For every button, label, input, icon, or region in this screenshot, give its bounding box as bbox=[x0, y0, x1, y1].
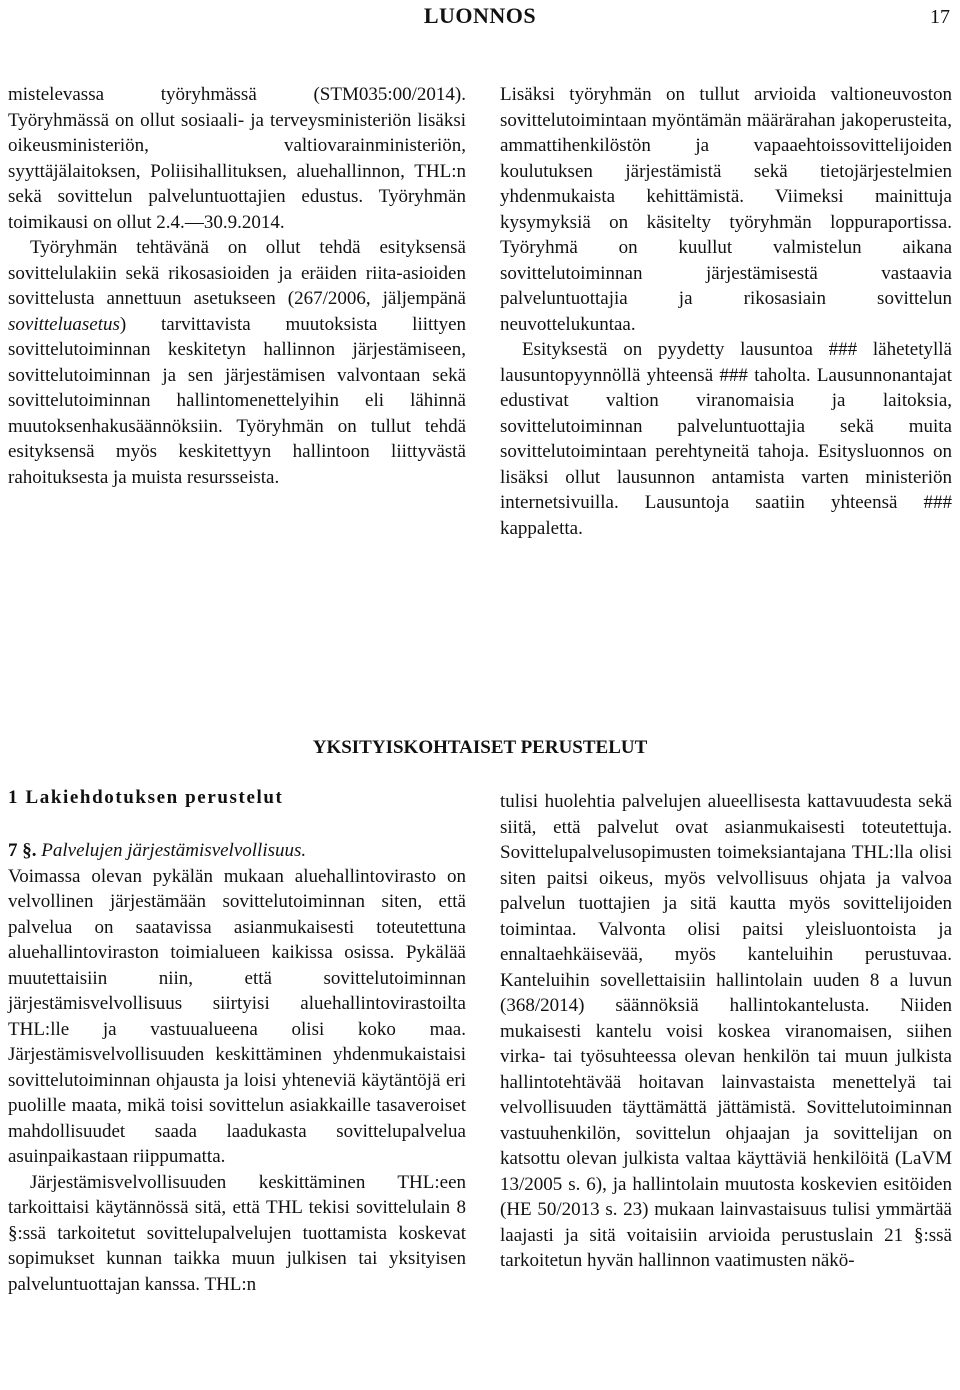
section-heading: YKSITYISKOHTAISET PERUSTELUT bbox=[312, 737, 648, 758]
dash: — bbox=[184, 211, 204, 233]
paragraph-heading bbox=[8, 838, 466, 864]
paragraph-centralisation: Järjestämisvelvollisuuden keskittäminen THL:een tarkoittaisi käytännössä sitä, että THL tekisi sovittelulain 8 §:ssä tarkoitetut sovittelupalvelujen tuottamista koskevat sopimukset kunnan taikka muun julkisen tai yksityisen palveluntuottajan kanssa. THL:n bbox=[8, 1171, 466, 1295]
top-right-column bbox=[500, 82, 952, 541]
paragraph-text: mistelevassa työryhmässä (STM035:00/2014). Työryhmässä on ollut sosiaali- ja terveysministeriön lisäksi oikeusministeriön, valtiovarainministeriön, syyttäjälaitoksen, Poliisihallituksen, aluehallinnon, THL:n sekä sovittelun palveluntuottajien edustus. Työryhmän toimikausi on ollut 2.4. bbox=[8, 84, 466, 233]
section-title: Palvelujen järjestämisvelvollisuus. bbox=[41, 840, 307, 861]
paragraph-working-group-tasks bbox=[8, 235, 466, 490]
bottom-left-column bbox=[8, 838, 466, 1297]
paragraph-text: 30.9.2014. bbox=[203, 211, 285, 233]
paragraph-additional-tasks: Lisäksi työryhmän on tullut arvioida valtioneuvoston sovittelutoimintaan myöntämän määrärahan jakoperusteita, ammattihenkilöstön ja vapaaehtoissovittelijoiden koulutuksen järjestämistä sekä tietojärjestelmien yhdenmukaista kehittämistä. Viimeksi mainittuja kysymyksiä on käsitelty työryhmän loppuraportissa. Työryhmä on kuullut valmistelun aikana sovittelutoiminnan järjestämisestä vastaavia palveluntuottajia ja rikosasiain sovittelun neuvottelukuntaa. bbox=[500, 84, 952, 335]
paragraph-consultation: Esityksestä on pyydetty lausuntoa ### lähetetyllä lausuntopyynnöllä yhteensä ### taholta. Lausunnonantajat edustivat valtion viranomaisia ja laitoksia, sovittelutoiminnan palveluntuottajia sekä muita sovittelutoimintaan perehtyneitä tahoja. Esitysluonnos on lisäksi ollut lausunnon antamista varten ministeriön internetsivuilla. Lausuntoja saatiin yhteensä ### kappaletta. bbox=[500, 339, 952, 539]
document-status-title: LUONNOS bbox=[423, 3, 537, 28]
paragraph-text: Työryhmän tehtävänä on ollut tehdä esityksensä sovittelulakiin sekä rikosasioiden ja eräiden riita-asioiden sovittelusta annettuun asetukseen (267/2006, jäljempänä bbox=[8, 237, 466, 309]
page-number: 17 bbox=[930, 6, 950, 28]
page-header bbox=[0, 0, 960, 34]
paragraph-supervision: tulisi huolehtia palvelujen alueellisesta kattavuudesta sekä siitä, että palvelut ovat asianmukaisesti toteutettuja. Sovittelupalvelusopimusten toimeksiantajana THL:lla olisi siten paitsi oikeus, myös velvollisuus ohjata ja valvoa palvelun tuottajien ja sitä kautta myös sovittelijoiden toimintaa. Valvonta olisi paitsi yleisluontoista ja ennaltaehkäisevää, myös kanteluihin perustuvaa. Kanteluihin sovellettaisiin hallintolain uuden 8 a luvun (368/2014) säännöksiä hallintokantelusta. Niiden mukaisesti kantelu voisi koskea viranomaisen, siihen virka- tai työsuhteessa olevan henkilön tai muun julkista hallintotehtävää hoitavan lainvastaista menettelyä tai velvollisuuden täyttämättä jättämistä. Sovittelutoiminnan vastuuhenkilön, sovittelun ohjaajan ja sovittelijan on katsottu olevan julkista valtaa käyttäviä henkilöitä (LaVM 13/2005 s. 6), ja hallintolain muutosta koskevien esitöiden (HE 50/2013 s. 23) mukaan lainvastaisuus tulisi ymmärtää laajasti ja sitä voitaisiin arvioida perustuslain 21 §:ssä tarkoitetun hyvän hallinnon vaatimusten näkö- bbox=[500, 791, 952, 1271]
chapter-heading: 1 Lakiehdotuksen perustelut bbox=[8, 787, 284, 808]
paragraph-text: ) tarvittavista muutoksista liittyen sovittelutoiminnan keskitetyn hallinnon järjestämiseen, sovittelutoiminnan ja sen järjestämisen valvontaan sekä sovittelutoiminnan hallintomenettelyihin eli lähinnä muutoksenhakusäännöksiin. Työryhmän on tullut tehdä esityksensä myös keskitettyyn hallintoon liittyvästä rahoituksesta ja muista resursseista. bbox=[8, 313, 466, 488]
top-left-column bbox=[8, 82, 466, 490]
section-number: 7 §. bbox=[8, 840, 37, 861]
paragraph-working-group bbox=[8, 82, 466, 235]
paragraph-current-law: Voimassa olevan pykälän mukaan aluehallintovirasto on velvollinen järjestämään sovittelutoiminnan siten, että palvelua on saatavissa asianmukaisesti toteutettuna aluehallintoviraston toimialueen kaikissa osissa. Pykälää muutettaisiin niin, että sovittelutoiminnan järjestämisvelvollisuus siirtyisi aluehallintovirastoilta THL:lle ja vastuualueena olisi koko maa. Järjestämisvelvollisuuden keskittäminen yhdenmukaistaisi sovittelutoiminnan ohjausta ja loisi yhteneviä käytäntöjä eri puolille maata, mikä toisi sovittelun asiakkaille tasaveroiset mahdollisuudet saada laadukasta sovittelupalvelua asuinpaikastaan riippumatta. bbox=[8, 865, 466, 1167]
defined-term: sovitteluasetus bbox=[8, 313, 120, 335]
bottom-right-column bbox=[500, 789, 952, 1274]
